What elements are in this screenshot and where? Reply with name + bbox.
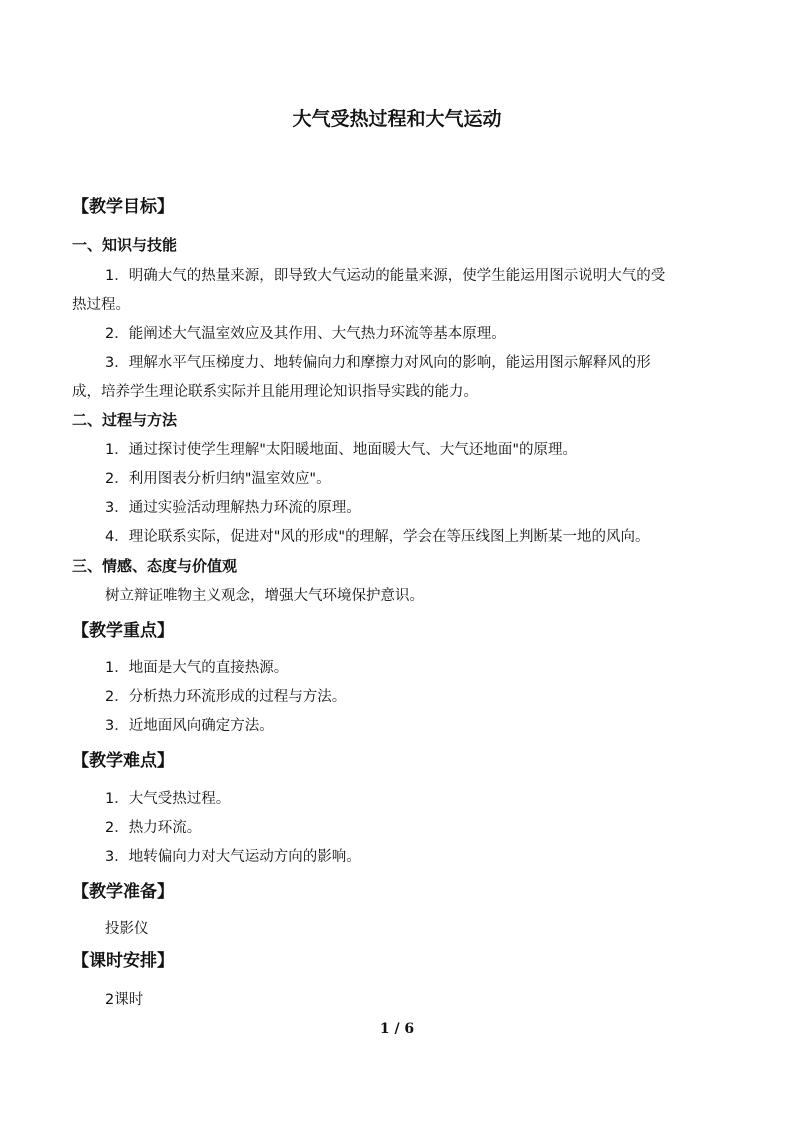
section-header-key-points: 【教学重点】 xyxy=(72,621,174,641)
section-header-schedule: 【课时安排】 xyxy=(72,951,174,971)
section-header-preparation: 【教学准备】 xyxy=(72,882,174,902)
page-indicator: 1 / 6 xyxy=(379,1021,415,1037)
subheading-process: 二、过程与方法 xyxy=(72,411,178,429)
difficulty-item-2: 2．热力环流。 xyxy=(105,820,202,836)
difficulty-item-1: 1．大气受热过程。 xyxy=(105,791,231,807)
process-item-3: 3．通过实验活动理解热力环流的原理。 xyxy=(105,500,361,516)
subheading-knowledge: 一、知识与技能 xyxy=(72,236,178,254)
knowledge-item-1-line-1: 1．明确大气的热量来源，即导致大气运动的能量来源，使学生能运用图示说明大气的受 xyxy=(105,268,666,284)
knowledge-item-2: 2．能阐述大气温室效应及其作用、大气热力环流等基本原理。 xyxy=(105,326,506,342)
schedule-item-1: 2课时 xyxy=(105,992,144,1008)
process-item-2: 2．利用图表分析归纳"温室效应"。 xyxy=(105,471,331,487)
key-point-item-2: 2．分析热力环流形成的过程与方法。 xyxy=(105,689,347,705)
key-point-item-3: 3．近地面风向确定方法。 xyxy=(105,718,274,734)
emotion-item-1: 树立辩证唯物主义观念，增强大气环境保护意识。 xyxy=(105,588,424,604)
preparation-item-1: 投影仪 xyxy=(105,921,149,937)
key-point-item-1: 1．地面是大气的直接热源。 xyxy=(105,660,289,676)
knowledge-item-3-line-2: 成，培养学生理论联系实际并且能用理论知识指导实践的能力。 xyxy=(72,384,478,400)
section-header-difficulties: 【教学难点】 xyxy=(72,751,174,771)
process-item-4: 4．理论联系实际，促进对"风的形成"的理解，学会在等压线图上判断某一地的风向。 xyxy=(105,529,650,545)
section-header-objectives: 【教学目标】 xyxy=(72,197,174,217)
document-title: 大气受热过程和大气运动 xyxy=(292,108,502,130)
difficulty-item-3: 3．地转偏向力对大气运动方向的影响。 xyxy=(105,849,361,865)
process-item-1: 1．通过探讨使学生理解"太阳暖地面、地面暖大气、大气还地面"的原理。 xyxy=(105,442,578,458)
subheading-emotion: 三、情感、态度与价值观 xyxy=(72,557,238,575)
knowledge-item-1-line-2: 热过程。 xyxy=(72,297,130,313)
knowledge-item-3-line-1: 3．理解水平气压梯度力、地转偏向力和摩擦力对风向的影响，能运用图示解释风的形 xyxy=(105,355,651,371)
